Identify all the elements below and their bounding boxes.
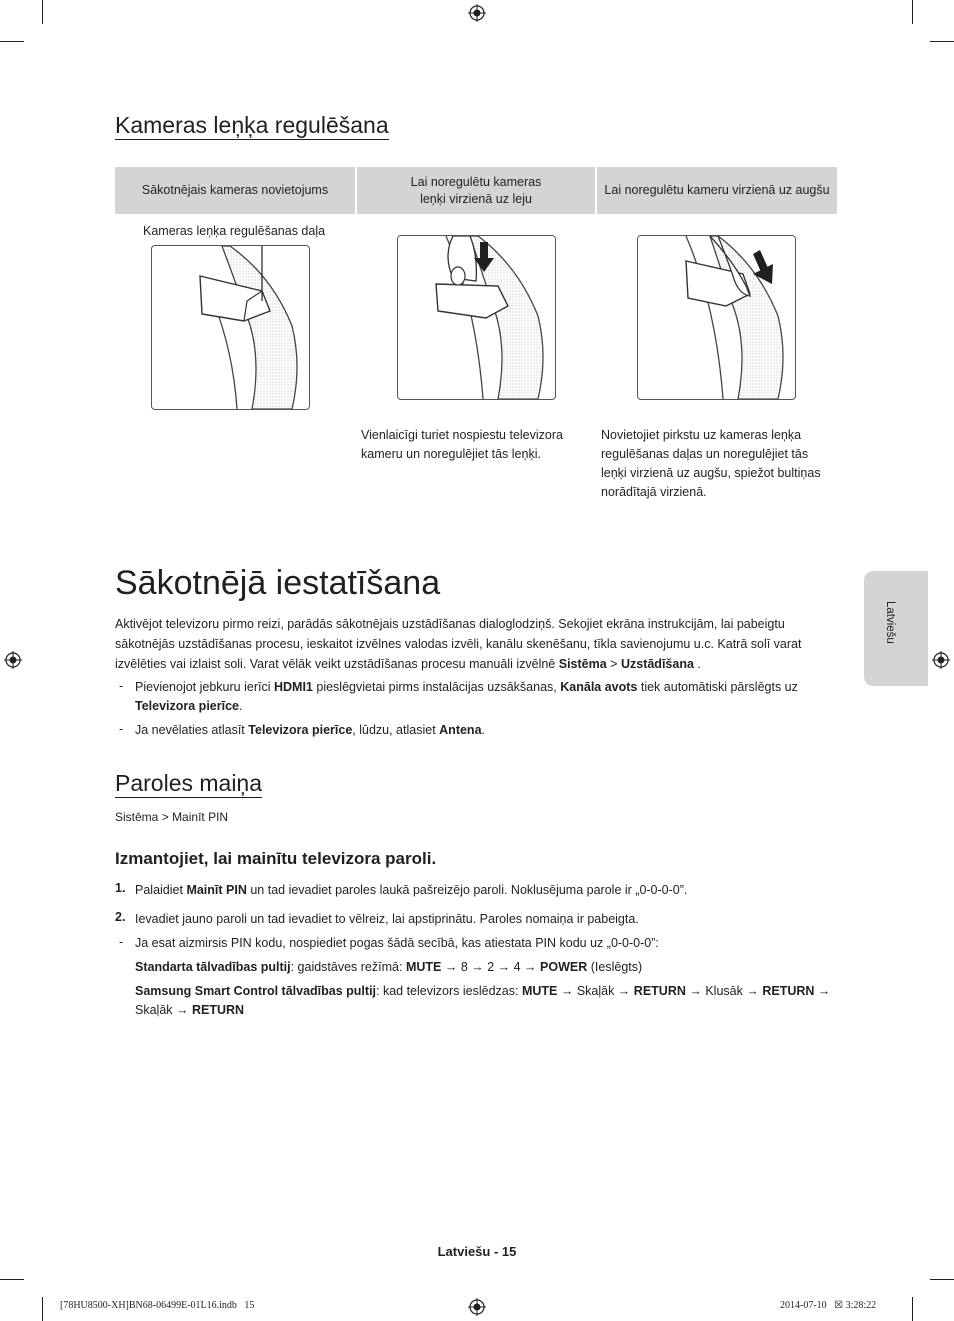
step-1: Palaidiet Mainīt PIN un tad ievadiet paroles laukā pašreizējo paroli. Noklusējuma parole ir „0-0-0-0”. bbox=[135, 883, 688, 897]
step-2: Ievadiet jauno paroli un tad ievadiet to vēlreiz, lai apstiprinātu. Paroles nomaiņa ir pabeigta. bbox=[135, 912, 639, 926]
crop-mark bbox=[0, 1279, 24, 1280]
table-header-up: Lai noregulētu kameru virzienā uz augšu bbox=[597, 167, 837, 214]
caption-down: Vienlaicīgi turiet nospiestu televizora kameru un noregulējiet tās leņķi. bbox=[361, 428, 563, 461]
page-number: Latviešu - 15 bbox=[437, 1244, 517, 1259]
menu-sistema: Sistēma bbox=[558, 657, 607, 671]
crop-mark bbox=[912, 1297, 913, 1321]
bullet-dash: - bbox=[119, 679, 124, 693]
registration-mark-icon bbox=[932, 651, 950, 669]
step-number: 2. bbox=[115, 910, 126, 924]
figure-label: Kameras leņķa regulēšanas daļa bbox=[143, 224, 326, 238]
bullet-dash: - bbox=[119, 722, 124, 736]
menu-uzstadisana: Uzstādīšana bbox=[620, 657, 694, 671]
smart-remote-sequence: Samsung Smart Control tālvadības pultij: kad televizors ieslēdzas: MUTE → Skaļāk → RETURN → Klusāk → RETURN → Skaļāk → RETURN bbox=[135, 984, 831, 1017]
page-title: Sākotnējā iestatīšana bbox=[115, 564, 441, 602]
menu-separator: > bbox=[610, 657, 618, 671]
note-antena: Ja nevēlaties atlasīt Televizora pierīce, lūdzu, atlasiet Antena. bbox=[135, 723, 486, 737]
crop-mark bbox=[912, 0, 913, 24]
section-title: Paroles maiņa bbox=[115, 770, 263, 796]
pin-reset-note: Ja esat aizmirsis PIN kodu, nospiediet pogas šādā secībā, kas atiestata PIN kodu uz „0-0-0-0”: bbox=[135, 936, 659, 950]
crop-mark bbox=[930, 1279, 954, 1280]
section-title: Kameras leņķa regulēšana bbox=[115, 112, 389, 138]
subsection-title: Izmantojiet, lai mainītu televizora paroli. bbox=[115, 849, 437, 868]
file-info: [78HU8500-XH]BN68-06499E-01L16.indb 15 bbox=[60, 1300, 255, 1311]
step-number: 1. bbox=[115, 881, 126, 895]
table-header-initial: Sākotnējais kameras novietojums bbox=[115, 167, 355, 214]
standard-remote-sequence: Standarta tālvadības pultij: gaidstāves režīmā: MUTE → 8 → 2 → 4 → POWER (Ieslēgts) bbox=[135, 960, 643, 974]
registration-mark-icon bbox=[468, 1298, 486, 1316]
intro-end: . bbox=[697, 657, 701, 671]
caption-up: Novietojiet pirkstu uz kameras leņķa regulēšanas daļas un noregulējiet tās leņķi virzienā uz augšu, spiežot bultiņas norādītajā virzienā. bbox=[601, 428, 821, 499]
intro-paragraph bbox=[115, 614, 835, 674]
crop-mark bbox=[42, 1297, 43, 1321]
crop-mark bbox=[0, 41, 24, 42]
language-side-tab bbox=[864, 571, 928, 686]
crop-mark bbox=[42, 0, 43, 24]
camera-up-figure bbox=[637, 235, 796, 400]
camera-initial-figure bbox=[151, 245, 310, 410]
intro-text: Aktivējot televizoru pirmo reizi, parādās sākotnējais uzstādīšanas dialoglodziņš. Sekojiet ekrāna instrukcijām, lai pabeigtu sākotnējās uzstādīšanas procesu, ieskaitot izvēlnes valodas izvēli, kanālu skenēšanu, tīkla savienojumu u.c. Katrā solī varat izvēlēties vai izlaist soli. Varat vēlāk veikt uzstādīšanas procesu manuāli izvēlnē bbox=[115, 617, 802, 671]
side-tab-label: Latviešu bbox=[884, 601, 896, 644]
menu-path: Sistēma > Mainīt PIN bbox=[115, 810, 229, 824]
print-date: 2014-07-10 ☒ 3:28:22 bbox=[780, 1300, 877, 1311]
table-header-down-label: Lai noregulētu kameras leņķi virzienā uz leju bbox=[410, 174, 542, 206]
note-hdmi: Pievienojot jebkuru ierīci HDMI1 pieslēgvietai pirms instalācijas uzsākšanas, Kanāla avots tiek automātiski pārslēgts uz Televizora pierīce. bbox=[135, 680, 798, 713]
table-header-down bbox=[357, 167, 595, 214]
camera-down-figure bbox=[397, 235, 556, 400]
registration-mark-icon bbox=[4, 651, 22, 669]
crop-mark bbox=[930, 41, 954, 42]
bullet-dash: - bbox=[119, 935, 124, 949]
registration-mark-icon bbox=[468, 4, 486, 22]
